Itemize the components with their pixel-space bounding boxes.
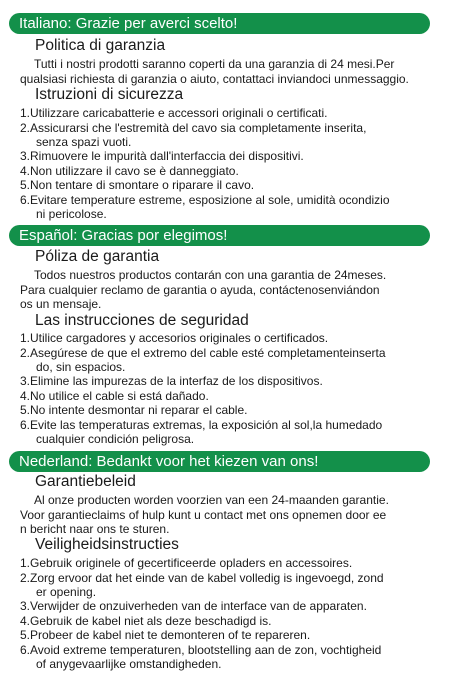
- warranty-text-line: qualsiasi richiesta di garanzia o aiuto, contattaci inviandoci unmessaggio.: [20, 72, 409, 86]
- safety-item: 5.Non tentare di smontare o riparare il cavo.: [20, 178, 255, 192]
- warranty-text-line: os un mensaje.: [20, 297, 102, 311]
- section-banner-italiano: Italiano: Grazie per averci scelto!: [9, 13, 430, 34]
- warranty-text-line: n bericht naar ons te sturen.: [20, 522, 170, 536]
- warranty-title-nederland: Garantiebeleid: [35, 473, 136, 490]
- safety-item: 4.No utilice el cable si está dañado.: [20, 389, 209, 403]
- safety-item: 3.Rimuovere le impurità dall'interfaccia dei dispositivi.: [20, 149, 304, 163]
- warranty-text-line: Voor garantieclaims of hulp kunt u contact met ons opnemen door ee: [20, 508, 387, 522]
- section-banner-espanol: Español: Gracias por elegimos!: [9, 225, 430, 246]
- safety-item: 1.Utilice cargadores y accesorios originales o certificados.: [20, 331, 329, 345]
- safety-item: 2.Asegúrese de que el extremo del cable esté completamenteinserta: [20, 346, 386, 360]
- warranty-text-line: Todos nuestros productos contarán con una garantia de 24meses.: [34, 268, 387, 282]
- safety-item: 6.Evitare temperature estreme, esposizione al sole, umidità ocondizio: [20, 193, 390, 207]
- safety-title-italiano: Istruzioni di sicurezza: [35, 86, 184, 103]
- safety-item: 4.Gebruik de kabel niet als deze beschadigd is.: [20, 614, 272, 628]
- safety-item: 2.Zorg ervoor dat het einde van de kabel volledig is ingevoegd, zond: [20, 571, 384, 585]
- safety-title-nederland: Veiligheidsinstructies: [35, 536, 179, 553]
- safety-title-espanol: Las instrucciones de seguridad: [35, 312, 249, 329]
- warranty-title-espanol: Póliza de garantia: [35, 248, 160, 265]
- safety-item: 5.No intente desmontar ni reparar el cable.: [20, 403, 248, 417]
- section-banner-nederland: Nederland: Bedankt voor het kiezen van ons!: [9, 451, 430, 472]
- safety-item: 2.Assicurarsi che l'estremità del cavo sia completamente inserita,: [20, 121, 367, 135]
- safety-item: do, sin espacios.: [36, 360, 126, 374]
- safety-item: 6.Evite las temperaturas extremas, la exposición al sol,la humedado: [20, 418, 383, 432]
- safety-item: 1.Gebruik originele of gecertificeerde opladers en accessoires.: [20, 556, 353, 570]
- safety-item: ni pericolose.: [36, 207, 107, 221]
- safety-item: 6.Avoid extreme temperaturen, blootstelling aan de zon, vochtigheid: [20, 643, 382, 657]
- warranty-text-line: Tutti i nostri prodotti saranno coperti da una garanzia di 24 mesi.Per: [34, 57, 395, 71]
- safety-item: 3.Elimine las impurezas de la interfaz de los dispositivos.: [20, 374, 323, 388]
- safety-item: 1.Utilizzare caricabatterie e accessori originali o certificati.: [20, 106, 328, 120]
- warranty-title-italiano: Politica di garanzia: [35, 37, 166, 54]
- safety-item: 5.Probeer de kabel niet te demonteren of te repareren.: [20, 628, 311, 642]
- warranty-text-line: Al onze producten worden voorzien van een 24-maanden garantie.: [34, 493, 389, 507]
- safety-item: 3.Verwijder de onzuiverheden van de interface van de apparaten.: [20, 599, 367, 613]
- safety-item: of anygevaarlijke omstandigheden.: [36, 657, 222, 671]
- safety-item: 4.Non utilizzare il cavo se è danneggiato.: [20, 164, 239, 178]
- safety-item: cualquier condición peligrosa.: [36, 432, 195, 446]
- warranty-text-line: Para cualquier reclamo de garantia o ayuda, contáctenosenviándon: [20, 283, 380, 297]
- safety-item: senza spazi vuoti.: [36, 135, 132, 149]
- safety-item: er opening.: [36, 585, 97, 599]
